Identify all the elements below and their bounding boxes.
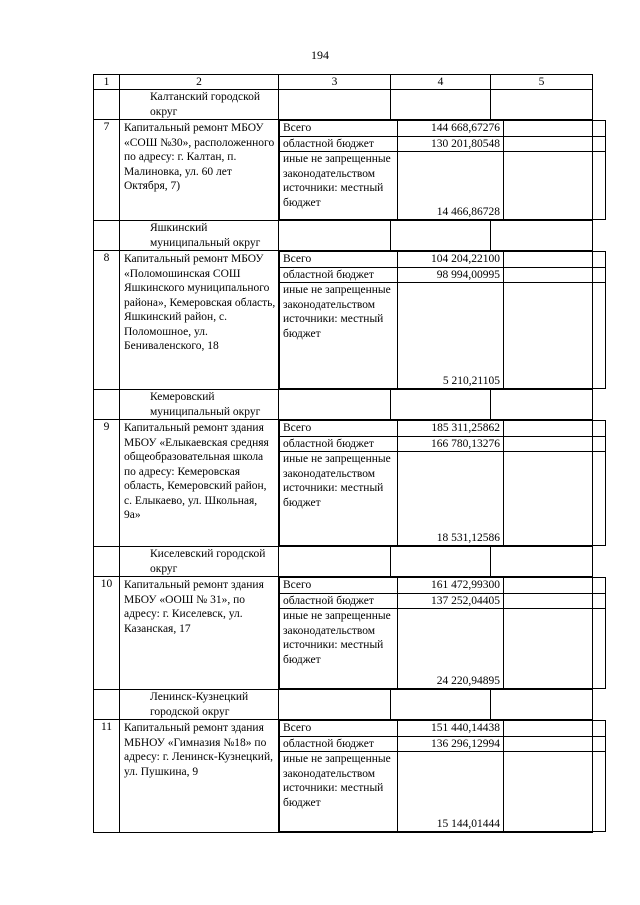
region-name: Яшкинский муниципальный округ (150, 222, 261, 249)
region-row (94, 390, 593, 420)
page-number: 194 (311, 48, 329, 62)
source-label: Всего (280, 721, 398, 737)
source-value: 15 144,01444 (398, 752, 504, 832)
source-value: 98 994,00995 (398, 267, 504, 283)
region-name: Ленинск-Кузнецкий городской округ (150, 691, 249, 718)
source-label: областной бюджет (280, 267, 398, 283)
source-label: иные не запрещенные законодательством источники: местный бюджет (280, 609, 398, 689)
region-row (94, 90, 593, 120)
source-label: областной бюджет (280, 593, 398, 609)
source-label: Всего (280, 121, 398, 137)
region-row (94, 547, 593, 577)
source-label: областной бюджет (280, 436, 398, 452)
header-cell: 2 (120, 75, 279, 90)
region-row (94, 221, 593, 251)
region-name: Кемеровский муниципальный округ (150, 391, 261, 418)
source-value: 14 466,86728 (398, 152, 504, 220)
project-row (94, 420, 593, 547)
region-name: Калтанский городской округ (150, 91, 260, 118)
row-number: 11 (94, 720, 120, 833)
source-value: 151 440,14438 (398, 721, 504, 737)
header-cell: 4 (391, 75, 491, 90)
funding-table (93, 74, 593, 833)
source-value: 5 210,21105 (398, 283, 504, 389)
row-number: 8 (94, 251, 120, 390)
source-label: иные не запрещенные законодательством источники: местный бюджет (280, 152, 398, 220)
source-label: иные не запрещенные законодательством источники: местный бюджет (280, 452, 398, 546)
table-header-row (94, 75, 593, 90)
source-label: иные не запрещенные законодательством источники: местный бюджет (280, 752, 398, 832)
source-value: 137 252,04405 (398, 593, 504, 609)
header-cell: 3 (279, 75, 391, 90)
project-row (94, 720, 593, 833)
project-description: Капитальный ремонт здания МБОУ «Елыкаевская средняя общеобразовательная школа по адресу: Кемеровская область, Кемеровский район, с. Елыкаево, ул. Школьная, 9а» (124, 422, 269, 521)
source-value: 18 531,12586 (398, 452, 504, 546)
source-value: 161 472,99300 (398, 578, 504, 594)
source-value: 104 204,22100 (398, 252, 504, 268)
header-cell: 1 (94, 75, 120, 90)
source-value: 130 201,80548 (398, 136, 504, 152)
source-label: Всего (280, 252, 398, 268)
source-label: иные не запрещенные законодательством источники: местный бюджет (280, 283, 398, 389)
region-name: Киселевский городской округ (150, 548, 266, 575)
project-description: Капитальный ремонт МБОУ «СОШ №30», расположенного по адресу: г. Калтан, п. Малиновка, ул. 60 лет Октября, 7) (124, 122, 275, 192)
project-row (94, 120, 593, 221)
project-description: Капитальный ремонт здания МБОУ «ООШ № 31», по адресу: г. Киселевск, ул. Казанская, 17 (124, 579, 264, 635)
source-label: областной бюджет (280, 736, 398, 752)
source-label: Всего (280, 578, 398, 594)
row-number: 10 (94, 577, 120, 690)
table-body (94, 90, 593, 833)
row-number: 9 (94, 420, 120, 547)
project-description: Капитальный ремонт МБОУ «Поломошинская СОШ Яшкинского муниципального района», Кемеровская область, Яшкинский район, с. Поломошное, ул. Бениваленского, 18 (124, 253, 276, 352)
source-value: 136 296,12994 (398, 736, 504, 752)
funding-breakdown (279, 577, 606, 689)
funding-breakdown (279, 420, 606, 546)
project-row (94, 577, 593, 690)
source-value: 185 311,25862 (398, 421, 504, 437)
project-row (94, 251, 593, 390)
region-row (94, 690, 593, 720)
header-cell: 5 (491, 75, 593, 90)
funding-breakdown (279, 251, 606, 389)
source-value: 24 220,94895 (398, 609, 504, 689)
source-value: 166 780,13276 (398, 436, 504, 452)
source-value: 144 668,67276 (398, 121, 504, 137)
project-description: Капитальный ремонт здания МБНОУ «Гимназия №18» по адресу: г. Ленинск-Кузнецкий, ул. Пушкина, 9 (124, 722, 273, 778)
funding-breakdown (279, 720, 606, 832)
source-label: областной бюджет (280, 136, 398, 152)
funding-breakdown (279, 120, 606, 220)
source-label: Всего (280, 421, 398, 437)
row-number: 7 (94, 120, 120, 221)
